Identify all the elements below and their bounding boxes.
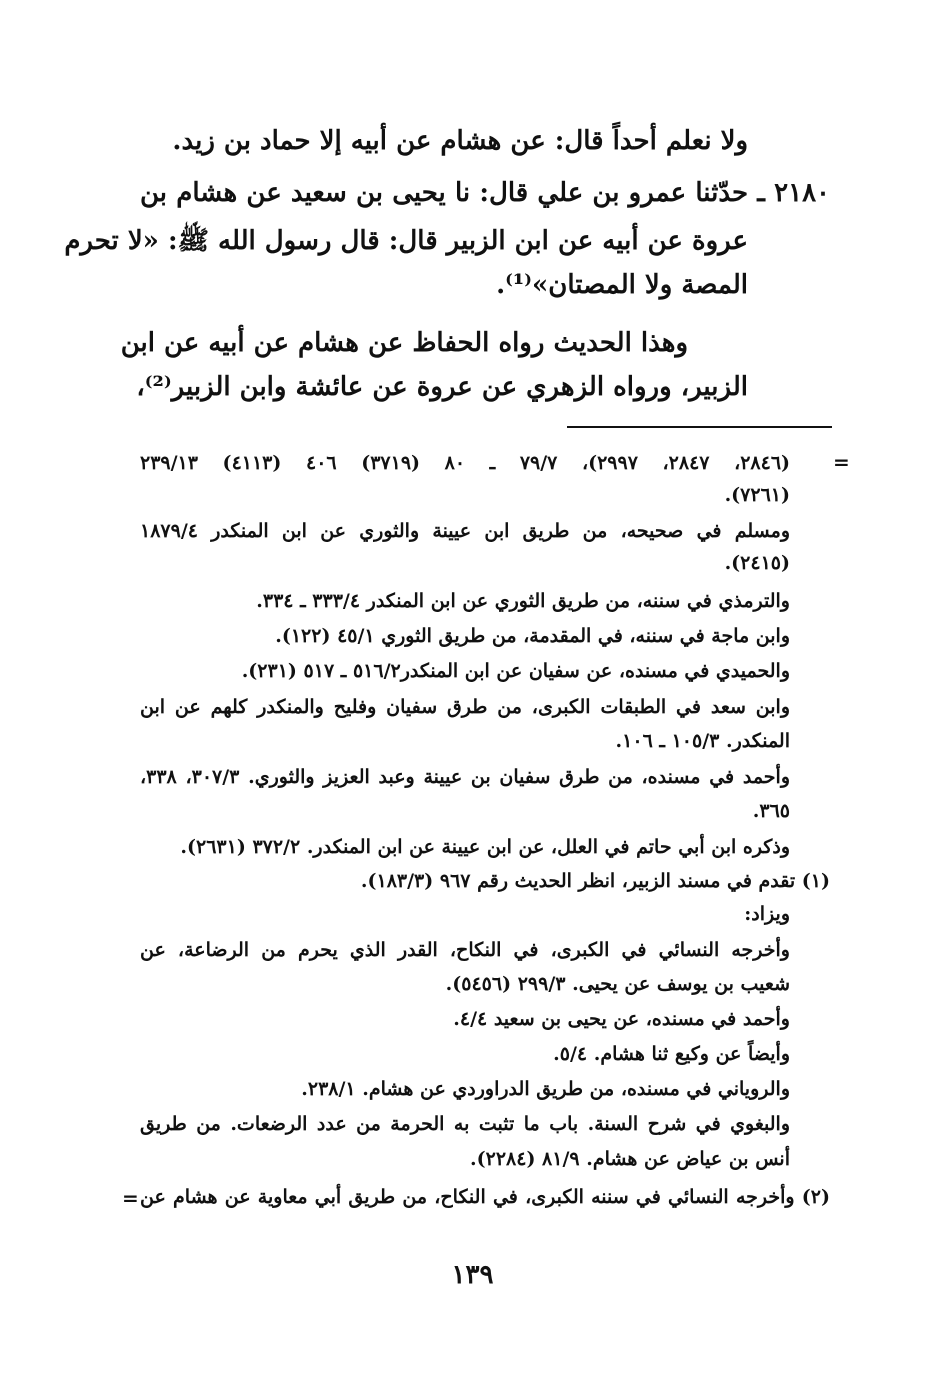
footnote-line: والحميدي في مسنده، عن سفيان عن ابن المنكدر٥١٦/٢ ـ ٥١٧ (٢٣١). <box>241 660 790 682</box>
commentary-line-2: الزبير، ورواه الزهري عن عروة عن عائشة وابن الزبير⁽²⁾، <box>136 372 748 402</box>
footnote-line: شعيب بن يوسف عن يحيى. ٢٩٩/٣ (٥٤٥٦). <box>445 973 790 995</box>
footnote-line: وأحمد في مسنده، من طرق سفيان بن عيينة وعبد العزيز والثوري. ٣٠٧/٣، ٣٣٨، <box>140 766 790 788</box>
footnote-continuation-marker: = <box>833 450 850 474</box>
footnote-end-marker: = <box>122 1186 139 1210</box>
hadith-line-1: ٢١٨٠ ـ حدّثنا عمرو بن علي قال: نا يحيى بن سعيد عن هشام بن <box>140 178 830 208</box>
footnote-line: أنس بن عياض عن هشام. ٨١/٩ (٢٢٨٤). <box>470 1148 790 1170</box>
hadith-line-3: المصة ولا المصتان»⁽¹⁾. <box>496 270 748 300</box>
footnote-line: وأحمد في مسنده، عن يحيى بن سعيد ٤/٤. <box>453 1008 790 1030</box>
footnote-line: وذكره ابن أبي حاتم في العلل، عن ابن عيينة عن ابن المنكدر. ٣٧٢/٢ (٢٦٣١). <box>180 836 790 858</box>
hadith-line-2: عروة عن أبيه عن ابن الزبير قال: قال رسول الله ﷺ: «لا تحرم <box>64 226 748 256</box>
footnote-line: والبغوي في شرح السنة. باب ما تثبت به الحرمة من عدد الرضعات. من طريق <box>140 1113 790 1135</box>
page-number: ١٣٩ <box>451 1260 494 1290</box>
footnote-line: وابن سعد في الطبقات الكبرى، من طرق سفيان وفليح والمنكدر كلهم عن ابن <box>140 696 790 718</box>
footnote-line: (٢٨٤٦، ٢٨٤٧، ٢٩٩٧)، ٧٩/٧ ـ ٨٠ (٣٧١٩) ٤٠٦ (٤١١٣) ٢٣٩/١٣ <box>140 452 791 474</box>
footnote-separator <box>567 426 832 428</box>
footnote-line: والترمذي في سننه، من طريق الثوري عن ابن المنكدر ٣٣٣/٤ ـ ٣٣٤. <box>256 590 790 612</box>
footnote-line: ويزاد: <box>744 903 790 925</box>
main-text-line-1: ولا نعلم أحداً قال: عن هشام عن أبيه إلا حماد بن زيد. <box>172 126 748 156</box>
footnote-line: ٣٦٥. <box>752 800 790 822</box>
footnote-2: (٢) وأخرجه النسائي في سننه الكبرى، في النكاح، من طريق أبي معاوية عن هشام عن <box>140 1186 830 1208</box>
footnote-line: (٧٢٦١). <box>724 484 790 506</box>
footnote-line: والروياني في مسنده، من طريق الدراوردي عن هشام. ٢٣٨/١. <box>301 1078 790 1100</box>
commentary-line-1: وهذا الحديث رواه الحفاظ عن هشام عن أبيه عن ابن <box>120 328 688 358</box>
footnote-1: (١) تقدم في مسند الزبير، انظر الحديث رقم ٩٦٧ (١٨٣/٣). <box>360 870 830 892</box>
footnote-line: وأخرجه النسائي في الكبرى، في النكاح، القدر الذي يحرم من الرضاعة، عن <box>140 939 790 961</box>
footnote-line: المنكدر. ١٠٥/٣ ـ ١٠٦. <box>615 730 790 752</box>
footnote-line: وابن ماجة في سننه، في المقدمة، من طريق الثوري ٤٥/١ (١٢٢). <box>275 625 790 647</box>
footnote-line: (٢٤١٥). <box>724 552 790 574</box>
footnote-line: وأيضاً عن وكيع ثنا هشام. ٥/٤. <box>553 1043 790 1065</box>
footnote-line: ومسلم في صحيحه، من طريق ابن عيينة والثوري عن ابن المنكدر ١٨٧٩/٤ <box>140 520 790 542</box>
